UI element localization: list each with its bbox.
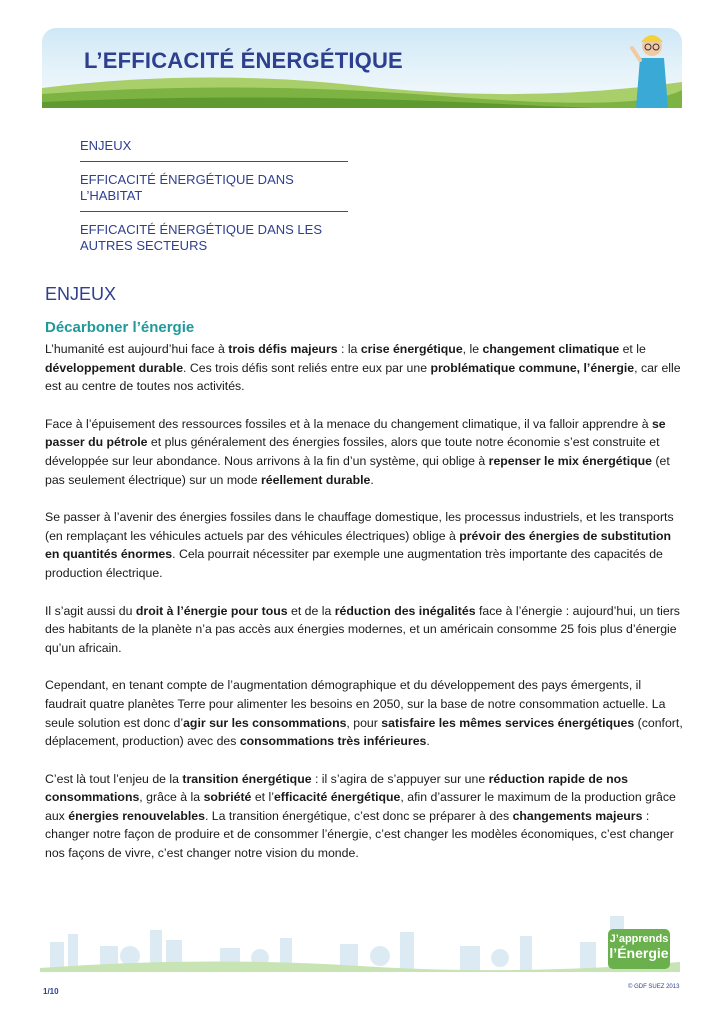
paragraph-text: : la <box>337 342 361 356</box>
city-skyline-illustration <box>40 912 680 972</box>
paragraph-text: Cependant, en tenant compte de l’augmentation démographique et du développement des pays émergents, il faudrait quatre planètes Terre pour alimenter les besoins en 2050, sur la base de notre consommation actuelle. La seule solution est donc d’ <box>45 678 666 730</box>
paragraph-text: , le <box>462 342 483 356</box>
header-banner <box>42 28 682 108</box>
section-title: ENJEUX <box>45 284 117 304</box>
paragraph-text: et de la <box>287 603 335 618</box>
emphasis-text: consommations très inférieures <box>239 734 427 749</box>
table-of-contents <box>80 138 348 271</box>
paragraph <box>45 508 685 582</box>
emphasis-text: droit à l’énergie pour tous <box>135 603 288 618</box>
toc-item-autres-secteurs[interactable]: EFFICACITÉ ÉNERGÉTIQUE DANS LES AUTRES SECTEURS <box>80 222 322 253</box>
emphasis-text: changement climatique <box>482 342 620 356</box>
emphasis-text: repenser le mix énergétique <box>488 453 652 468</box>
paragraph <box>45 602 685 658</box>
emphasis-text: changements majeurs <box>512 808 643 823</box>
page-title: L’EFFICACITÉ ÉNERGÉTIQUE <box>84 48 403 73</box>
paragraph-text: . Ces trois défis sont reliés entre eux par une <box>183 360 431 375</box>
paragraph-text: : il s’agira de s’appuyer sur une <box>311 771 489 786</box>
paragraph-text: . <box>426 734 430 749</box>
paragraph-text: (et pas seulement électrique) sur un mode <box>45 453 670 487</box>
paragraph-text: . Cela pourrait nécessiter par exemple une augmentation très importante des capacités de production électrique. <box>45 547 663 580</box>
emphasis-text: prévoir des énergies de substitution en quantités énormes <box>45 528 672 562</box>
emphasis-text: réduction des inégalités <box>334 603 476 618</box>
logo-line1: J’apprends <box>609 933 669 945</box>
logo-line2: l’Énergie <box>609 945 669 961</box>
paragraph-text: , pour <box>346 715 382 730</box>
paragraph-text: C’est là tout l’enjeu de la <box>45 771 183 786</box>
emphasis-text: se passer du pétrole <box>45 416 666 450</box>
emphasis-text: trois défis majeurs <box>228 342 338 356</box>
emphasis-text: satisfaire les mêmes services énergétiques <box>381 715 635 730</box>
paragraph-text: , afin d’assurer le maximum de la production grâce aux <box>45 790 676 823</box>
paragraph-text: L’humanité est aujourd’hui face à <box>45 342 229 356</box>
body-text <box>45 340 685 882</box>
emphasis-text: efficacité énergétique <box>273 790 401 805</box>
page-number: 1/10 <box>43 987 59 996</box>
paragraph <box>45 415 685 489</box>
paragraph-text: et l’ <box>251 790 274 805</box>
emphasis-text: problématique commune, l’énergie <box>430 360 635 375</box>
paragraph <box>45 676 685 750</box>
emphasis-text: transition énergétique <box>182 771 312 786</box>
paragraph-text: face à l’énergie : aujourd’hui, un tiers des habitants de la planète n’a pas accès aux énergies modernes, et un américain consomme 25 fois plus d’énergie qu’un africain. <box>45 603 680 655</box>
paragraph-text: et plus généralement des énergies fossiles, alors que toute notre économie s’est construite et développée sur leur abondance. Nous arrivons à la fin d’un système, qui oblige à <box>45 435 660 468</box>
japprends-lenergie-logo <box>608 929 670 969</box>
paragraph <box>45 340 685 396</box>
toc-item-habitat[interactable]: EFFICACITÉ ÉNERGÉTIQUE DANS L’HABITAT <box>80 172 348 212</box>
paragraph-text: : changer notre façon de produire et de consommer l’énergie, c’est changer les modèles économiques, c’est changer nos façons de vivre, c’est changer notre vision du monde. <box>45 808 674 861</box>
paragraph-text: . La transition énergétique, c’est donc se préparer à des <box>204 808 513 823</box>
paragraph-text: (confort, déplacement, production) avec des <box>45 715 683 749</box>
paragraph-text: Se passer à l’avenir des énergies fossiles dans le chauffage domestique, les processus industriels, et les transports (en remplaçant les véhicules actuels par des véhicules électriques) oblige à <box>45 510 674 543</box>
emphasis-text: réduction rapide de nos consommations <box>45 771 628 805</box>
paragraph-text: Il s’agit aussi du <box>45 603 136 618</box>
paragraph <box>45 770 685 863</box>
emphasis-text: sobriété <box>203 790 252 805</box>
paragraph-text: . <box>370 472 374 487</box>
paragraph-text: et le <box>619 342 646 356</box>
section-subtitle: Décarboner l’énergie <box>45 319 195 336</box>
emphasis-text: développement durable <box>45 360 184 375</box>
paragraph-text: , car elle est au centre de toutes nos activités. <box>45 360 681 394</box>
emphasis-text: énergies renouvelables <box>68 808 205 823</box>
toc-item-enjeux[interactable]: ENJEUX <box>80 138 348 162</box>
emphasis-text: crise énergétique <box>360 342 463 356</box>
mascot-illustration <box>628 30 678 108</box>
emphasis-text: agir sur les consommations <box>183 715 347 730</box>
paragraph-text: Face à l’épuisement des ressources fossiles et à la menace du changement climatique, il va falloir apprendre à <box>45 416 652 431</box>
paragraph-text: , grâce à la <box>139 790 204 805</box>
emphasis-text: réellement durable <box>261 472 371 487</box>
copyright: © GDF SUEZ 2013 <box>628 984 680 990</box>
